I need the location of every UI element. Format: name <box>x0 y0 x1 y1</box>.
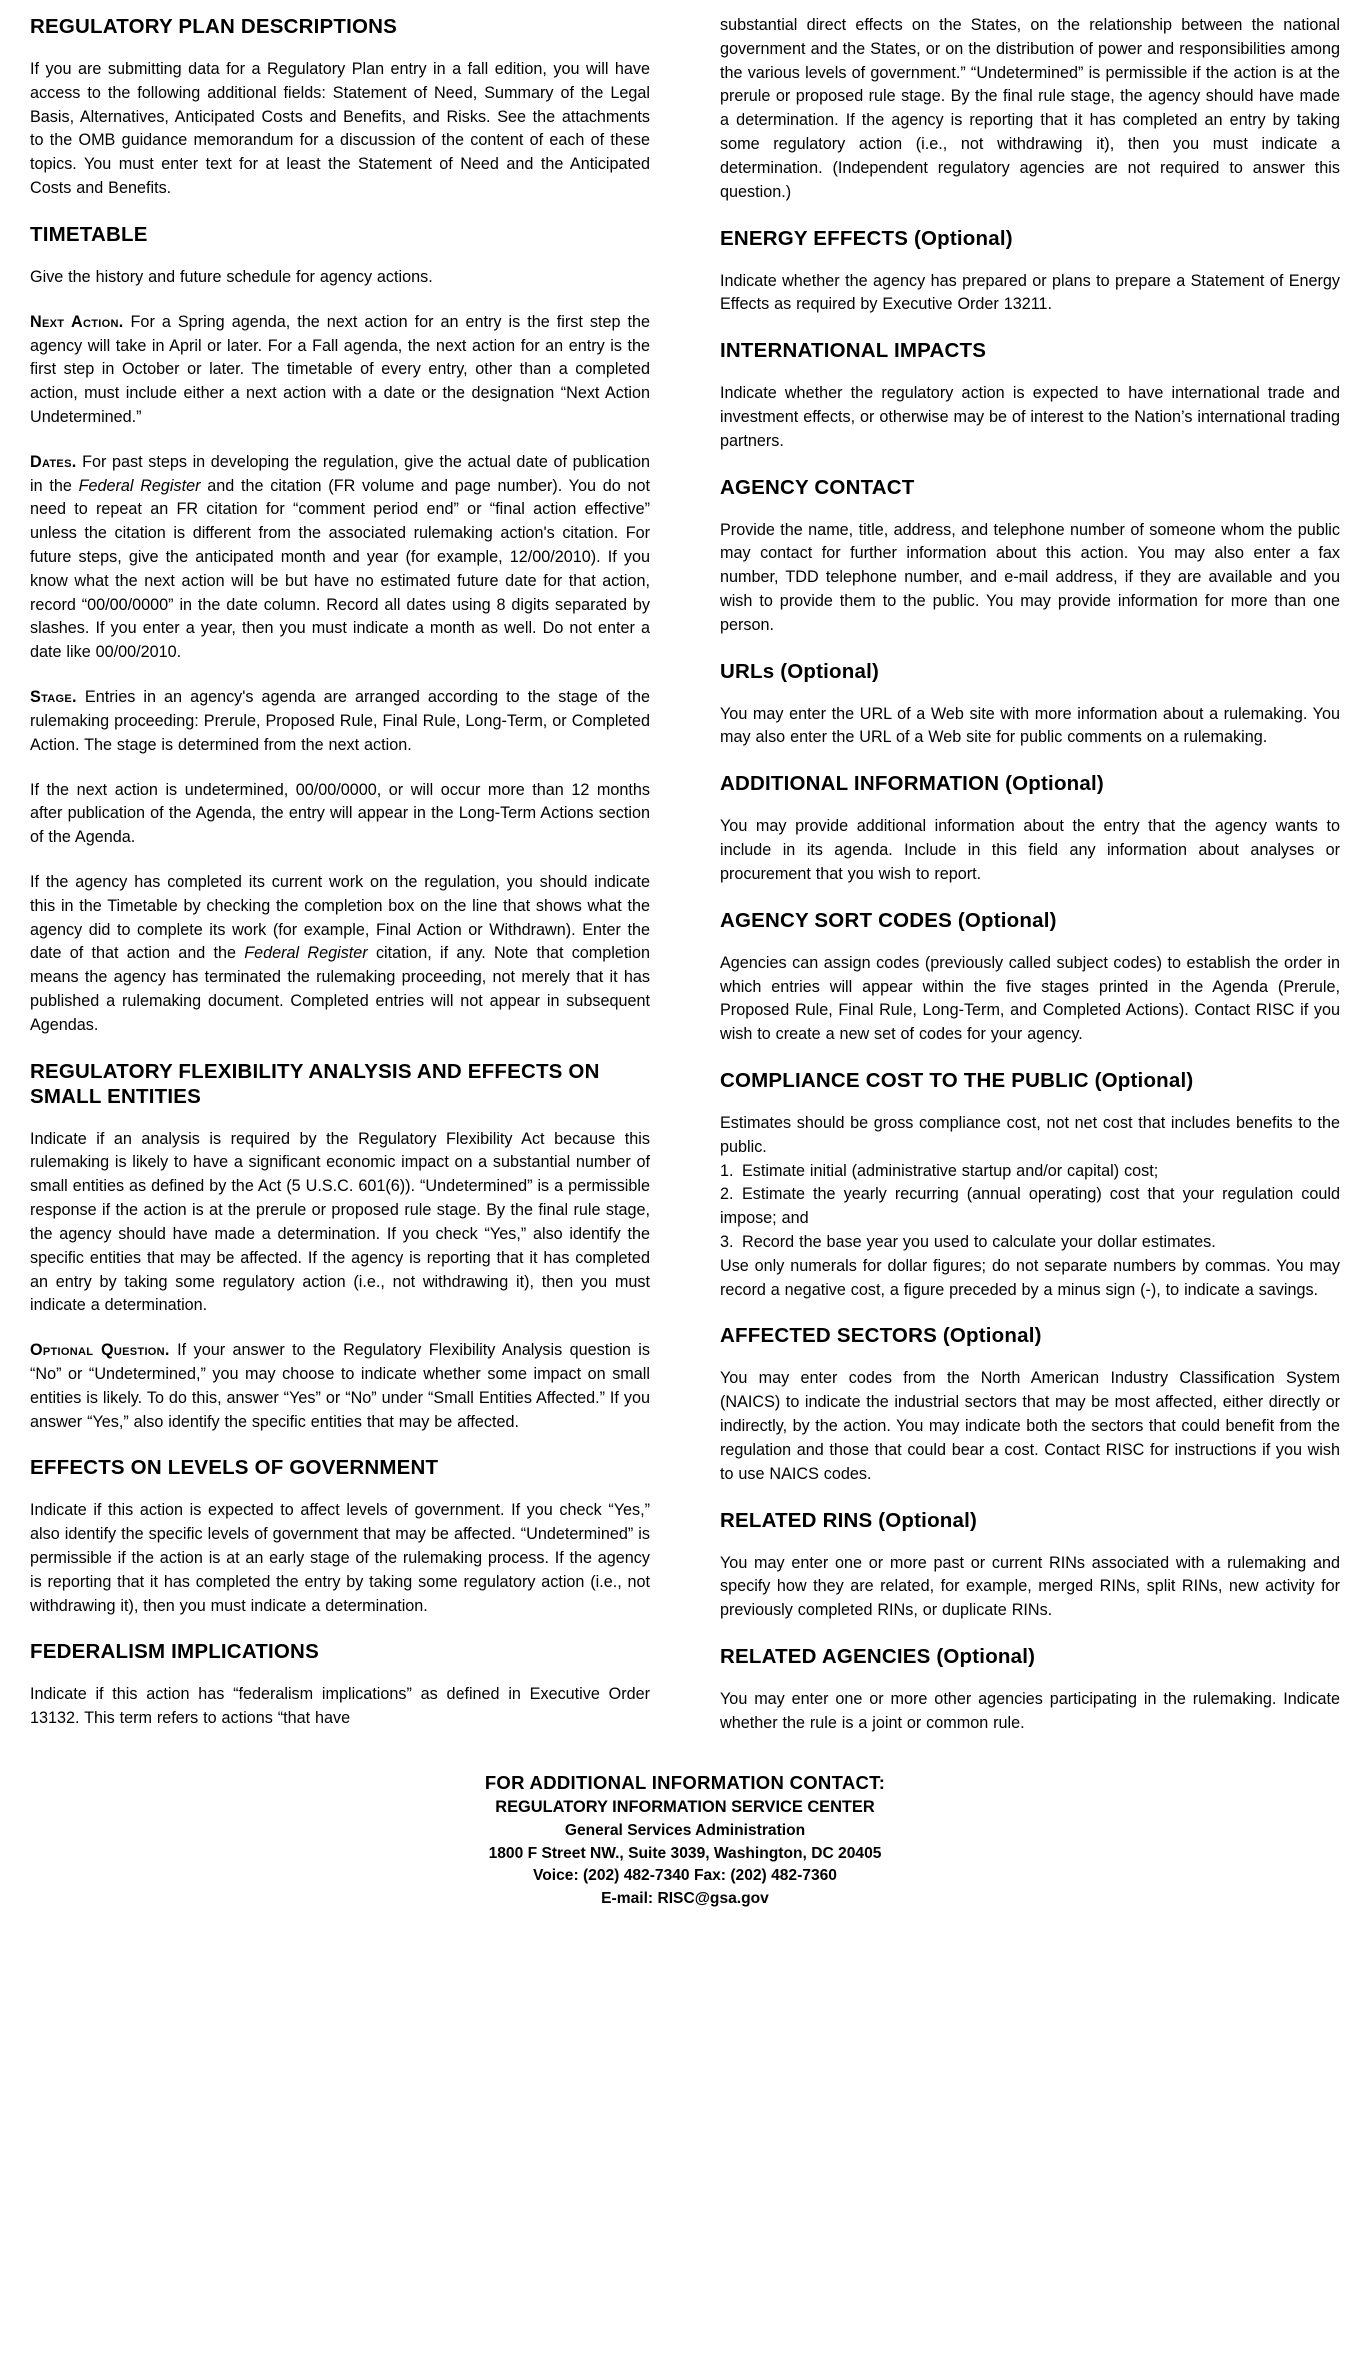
lead-in-label: Stage. <box>30 688 77 707</box>
footer-line-5-phone: Voice: (202) 482-7340 Fax: (202) 482-7360 <box>533 1867 837 1885</box>
section-heading-affected-sectors: AFFECTED SECTORS (Optional) <box>720 1324 1042 1348</box>
paragraph-text: Entries in an agency's agenda are arranged according to the stage of the rulemaking proceeding: Prerule, Proposed Rule, Final Rule, Long-Term, or Completed Action. The stage is determined from the next action. <box>30 688 650 754</box>
footer-line-2: REGULATORY INFORMATION SERVICE CENTER <box>495 1798 875 1817</box>
section-heading-energy-effects: ENERGY EFFECTS (Optional) <box>720 226 1013 250</box>
paragraph: Indicate if an analysis is required by the Regulatory Flexibility Act because this rulemaking is likely to have a significant economic impact on a substantial number of small entities as defined by the Act (5 U.S.C. 601(6)). “Undetermined” is a permissible response if the action is at the prerule or proposed rule stage. By the final rule stage, the agency should have made a determination. If you check “Yes,” also identify the specific entities that may be affected. If the agency is reporting that it has completed an entry by taking some regulatory action (i.e., not withdrawing it), then you must indicate a determination. <box>30 1129 650 1315</box>
italic-phrase: Federal Register <box>78 476 201 495</box>
paragraph: If the agency has completed its current work on the regulation, you should indicate this in the Timetable by checking the completion box on the line that shows what the agency did to complete its work (for example, Final Action or Withdrawn). Enter the date of that action and the Federal Register citation, if any. Note that completion means the agency has terminated the rulemaking proceeding, not merely that it has published a rulemaking document. Completed entries will not appear in subsequent Agendas. <box>30 872 650 1034</box>
section-heading-related-agencies: RELATED AGENCIES (Optional) <box>720 1644 1036 1668</box>
list-item-number: 1. <box>720 1161 734 1180</box>
two-column-layout <box>30 14 1340 1736</box>
section-heading-effects-on-levels-of-government: EFFECTS ON LEVELS OF GOVERNMENT <box>30 1456 439 1480</box>
paragraph-dates <box>30 451 650 665</box>
footer-line-6-email: E-mail: RISC@gsa.gov <box>601 1889 769 1907</box>
lead-in-label: Dates. <box>30 452 77 471</box>
paragraph-text: If your answer to the Regulatory Flexibility Analysis question is “No” or “Undetermined,” you may choose to indicate whether some impact on small entities is likely. To do this, answer “Yes” or “No” under “Small Entities Affected.” If you answer “Yes,” also identify the specific entities that may be affected. <box>30 1341 650 1431</box>
list-item-text: Record the base year you used to calculate your dollar estimates. <box>742 1233 1216 1251</box>
section-heading-regulatory-flexibility-analysis: REGULATORY FLEXIBILITY ANALYSIS AND EFFECTS ON SMALL ENTITIES <box>30 1059 600 1108</box>
lead-in-label: Optional Question. <box>30 1341 170 1360</box>
section-heading-compliance-cost-to-the-public: COMPLIANCE COST TO THE PUBLIC (Optional) <box>720 1068 1194 1092</box>
paragraph: Agencies can assign codes (previously called subject codes) to establish the order in which entries will appear within the five stages printed in the Agenda (Prerule, Proposed Rule, Final Rule, Long-Term, and Completed Actions). Contact RISC if you wish to create a new set of codes for your agency. <box>720 953 1340 1044</box>
list-item-number: 2. <box>720 1185 734 1204</box>
footer-line-1: FOR ADDITIONAL INFORMATION CONTACT: <box>484 1771 886 1793</box>
paragraph: You may provide additional information about the entry that the agency wants to include in its agenda. Include in this field any information about analyses or procurement that you wish to report. <box>720 817 1340 883</box>
footer-contact-block <box>30 1770 1340 1911</box>
right-column <box>720 14 1340 1736</box>
section-heading-timetable: TIMETABLE <box>30 222 148 246</box>
paragraph: You may enter codes from the North American Industry Classification System (NAICS) to indicate the industrial sectors that may be most affected, either directly or indirectly, by the action. You may indicate both the sectors that could benefit from the regulation and those that could bear a cost. Contact RISC for instructions if you wish to use NAICS codes. <box>720 1369 1340 1483</box>
paragraph-text: For past steps in developing the regulation, give the actual date of publication in the Federal Register and the citation (FR volume and page number). You do not need to repeat an FR citation for “comment period end” or “final action effective” unless the citation is different from the associated rulemaking action's citation. For future steps, give the anticipated month and year (for example, 12/00/2010). If you know what the next action will be but have no estimated future date for that action, record “00/00/0000” in the date column. Record all dates using 8 digits separated by slashes. If you enter a year, then you must indicate a month as well. Do not enter a date like 00/00/2010. <box>30 452 650 662</box>
section-heading-urls: URLs (Optional) <box>720 659 880 683</box>
paragraph-text: For a Spring agenda, the next action for an entry is the first step the agency will take in April or later. For a Fall agenda, the next action for an entry is the first step in October or later. The timetable of every entry, other than a completed action, must include either a next action with a date or the designation “Next Action Undetermined.” <box>30 312 650 426</box>
numbered-list <box>720 1160 1340 1255</box>
paragraph-continued: substantial direct effects on the States, on the relationship between the national government and the States, or on the distribution of power and responsibilities among the various levels of government.” “Undetermined” is permissible if the action is at the prerule or proposed rule stage. By the final rule stage, the agency should have made a determination. If the agency is reporting that it has completed an entry by taking some regulatory action (i.e., not withdrawing it), then you must indicate a determination. (Independent regulatory agencies are not required to answer this question.) <box>720 16 1340 201</box>
paragraph-stage <box>30 686 650 757</box>
section-heading-additional-information: ADDITIONAL INFORMATION (Optional) <box>720 772 1104 796</box>
list-item-text: Estimate initial (administrative startup and/or capital) cost; <box>742 1161 1159 1180</box>
paragraph: If you are submitting data for a Regulatory Plan entry in a fall edition, you will have access to the following additional fields: Statement of Need, Summary of the Legal Basis, Alternatives, Anticipated Costs and Benefits, and Risks. See the attachments to the OMB guidance memorandum for a discussion of the content of each of these topics. You must enter text for at least the Statement of Need and the Anticipated Costs and Benefits. <box>30 60 650 198</box>
paragraph: Indicate whether the agency has prepared or plans to prepare a Statement of Energy Effects as required by Executive Order 13211. <box>720 271 1340 314</box>
list-item-text: Estimate the yearly recurring (annual operating) cost that your regulation could impose; and <box>720 1185 1340 1228</box>
paragraph: You may enter the URL of a Web site with more information about a rulemaking. You may also enter the URL of a Web site for public comments on a rulemaking. <box>720 704 1340 747</box>
paragraph: Provide the name, title, address, and telephone number of someone whom the public may contact for further information about this action. You may also enter a fax number, TDD telephone number, and e-mail address, if they are available and you wish to provide them to the public. You may provide information for more than one person. <box>720 520 1340 634</box>
paragraph: Indicate whether the regulatory action is expected to have international trade and investment effects, or otherwise may be of interest to the Nation’s international trading partners. <box>720 384 1340 450</box>
footer-line-4-address: 1800 F Street NW., Suite 3039, Washington, DC 20405 <box>488 1844 882 1862</box>
section-heading-related-rins: RELATED RINS (Optional) <box>720 1508 978 1532</box>
footer-line-3: General Services Administration <box>564 1822 806 1840</box>
section-heading-agency-contact: AGENCY CONTACT <box>720 475 915 499</box>
section-heading-regulatory-plan-descriptions: REGULATORY PLAN DESCRIPTIONS <box>30 15 398 38</box>
paragraph: You may enter one or more past or current RINs associated with a rulemaking and specify how they are related, for example, merged RINs, split RINs, new activity for previously completed RINs, or duplicate RINs. <box>720 1553 1340 1620</box>
paragraph: You may enter one or more other agencies participating in the rulemaking. Indicate whether the rule is a joint or common rule. <box>720 1689 1340 1732</box>
left-column <box>30 14 650 1731</box>
paragraph: Use only numerals for dollar figures; do not separate numbers by commas. You may record a negative cost, a figure preceded by a minus sign (-), to indicate a savings. <box>720 1256 1340 1299</box>
paragraph-optional-question <box>30 1339 650 1434</box>
paragraph: Indicate if this action has “federalism implications” as defined in Executive Order 13132. This term refers to actions “that have <box>30 1685 650 1728</box>
paragraph: If the next action is undetermined, 00/00/0000, or will occur more than 12 months after publication of the Agenda, the entry will appear in the Long-Term Actions section of the Agenda. <box>30 780 650 847</box>
list-item <box>720 1183 1340 1231</box>
list-item <box>720 1160 1340 1184</box>
section-heading-federalism-implications: FEDERALISM IMPLICATIONS <box>30 1640 319 1664</box>
list-item <box>720 1231 1340 1255</box>
paragraph: Give the history and future schedule for agency actions. <box>30 267 433 286</box>
section-heading-agency-sort-codes: AGENCY SORT CODES (Optional) <box>720 908 1057 932</box>
lead-in-label: Next Action. <box>30 312 124 331</box>
paragraph-next-action <box>30 311 650 430</box>
italic-phrase: Federal Register <box>244 944 368 963</box>
paragraph: Estimates should be gross compliance cost, not net cost that includes benefits to the public. <box>720 1113 1340 1156</box>
section-heading-international-impacts: INTERNATIONAL IMPACTS <box>720 339 987 363</box>
paragraph: Indicate if this action is expected to affect levels of government. If you check “Yes,” also identify the specific levels of government that may be affected. “Undetermined” is permissible if the action is at an early stage of the rulemaking process. If the agency is reporting that it has completed the entry by taking some regulatory action (i.e., not withdrawing it), then you must indicate a determination. <box>30 1501 650 1615</box>
list-item-number: 3. <box>720 1233 734 1251</box>
